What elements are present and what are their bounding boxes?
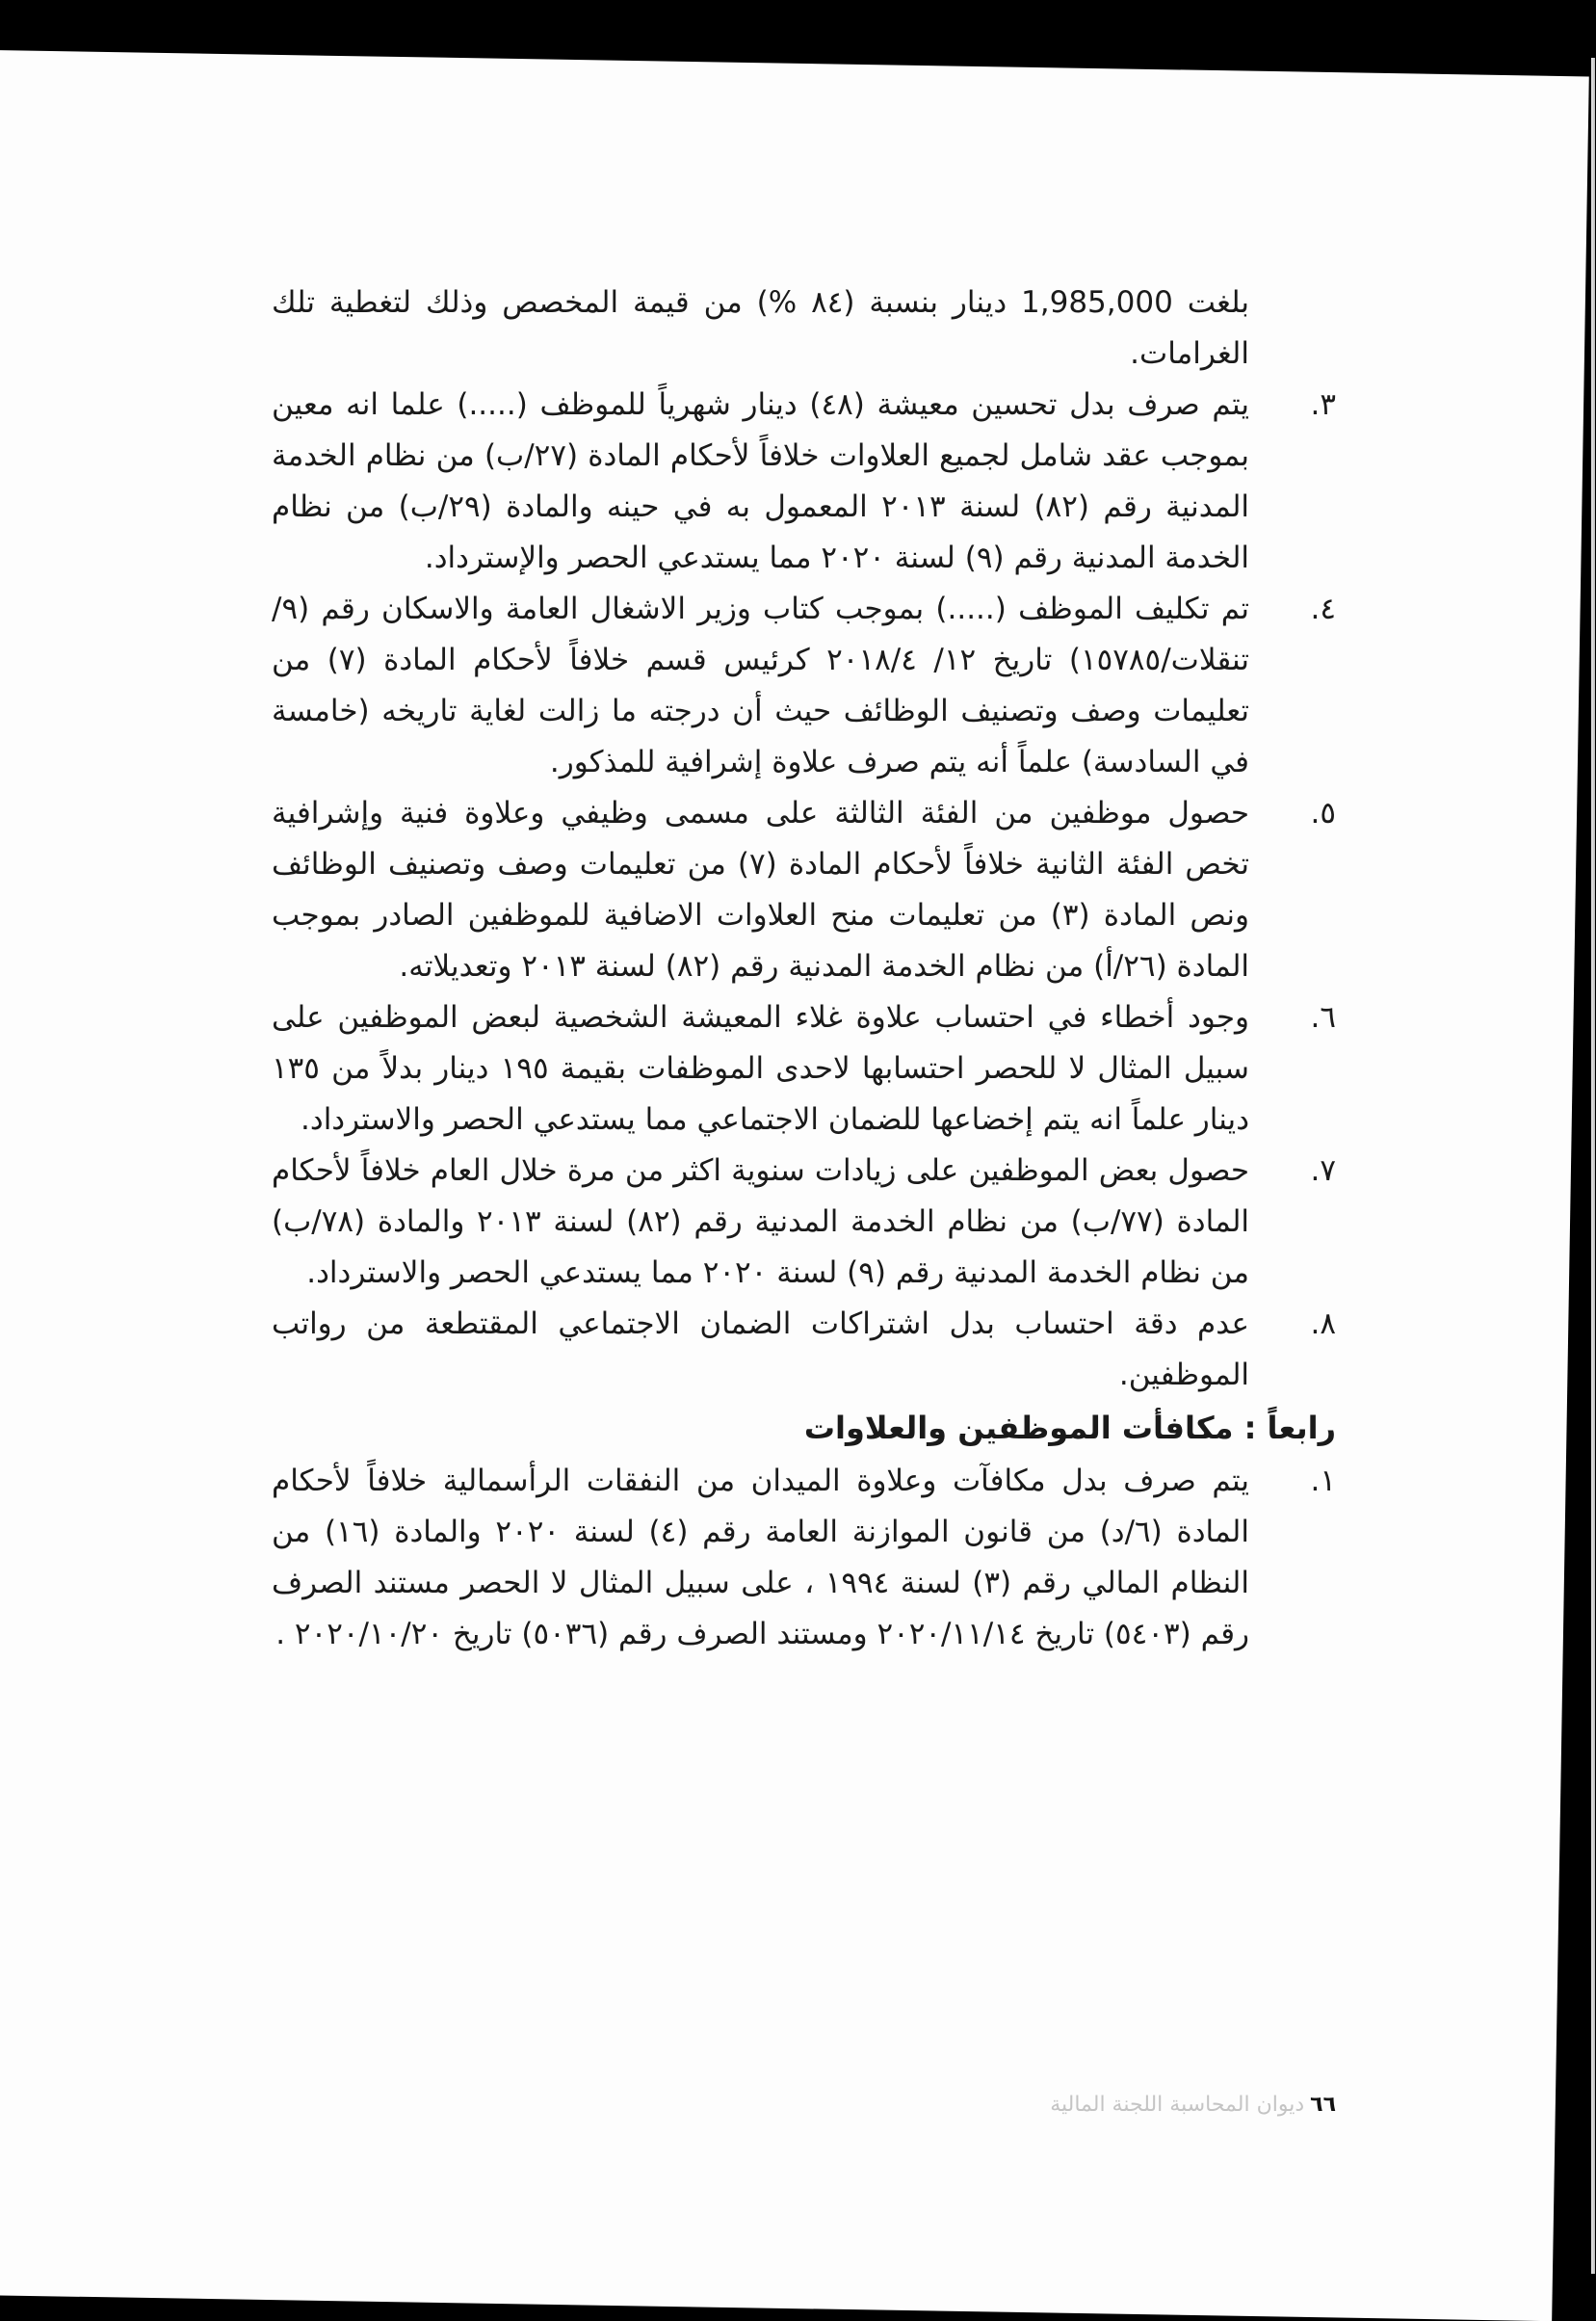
list-item-text: عدم دقة احتساب بدل اشتراكات الضمان الاجتماعي المقتطعة من رواتب الموظفين. [273,1306,1250,1392]
footer-text: ديوان المحاسبة اللجنة المالية [1051,2093,1306,2117]
list-item-text: يتم صرف بدل مكافآت وعلاوة الميدان من النفقات الرأسمالية خلافاً لأحكام المادة (٦/د) من قانون الموازنة العامة رقم (٤) لسنة ٢٠٢٠ والمادة (١٦) من النظام المالي رقم (٣) لسنة ١٩٩٤ ، على سبيل المثال لا الحصر مستند الصرف رقم (٥٤٠٣) تاريخ ٢٠٢٠/١١/١٤ ومستند الصرف رقم (٥٠٣٦) تاريخ ٢٠٢٠/١٠/٢٠ . [273,1464,1250,1651]
list-item-number: ٧. [1311,1153,1337,1188]
list-item-number: ٤. [1311,592,1337,626]
list-item-4 [273,584,1337,788]
list-item-1 [273,1456,1337,1660]
list-item-text: تم تكليف الموظف (.....) بموجب كتاب وزير الاشغال العامة والاسكان رقم (٩/تنقلات/١٥٧٨٥) تاريخ ١٢/ ٢٠١٨/٤ كرئيس قسم خلافاً لأحكام المادة (٧) من تعليمات وصف وتصنيف الوظائف حيث أن درجته ما زالت لغاية تاريخه (خامسة في السادسة) علماً أنه يتم صرف علاوة إشرافية للمذكور. [273,592,1251,779]
list-item-text: يتم صرف بدل تحسين معيشة (٤٨) دينار شهرياً للموظف (.....) علما انه معين بموجب عقد شامل لجميع العلاوات خلافاً لأحكام المادة (٢٧/ب) من نظام الخدمة المدنية رقم (٨٢) لسنة ٢٠١٣ المعمول به في حينه والمادة (٢٩/ب) من نظام الخدمة المدنية رقم (٩) لسنة ٢٠٢٠ مما يستدعي الحصر والإسترداد. [273,387,1250,575]
section-heading: رابعاً : مكافأت الموظفين والعلاوات [804,1410,1337,1446]
page-number: ٦٦ [1311,2093,1337,2117]
document-body [273,277,1337,1660]
list-item-text: حصول بعض الموظفين على زيادات سنوية اكثر من مرة خلال العام خلافاً لأحكام المادة (٧٧/ب) من نظام الخدمة المدنية رقم (٨٢) لسنة ٢٠١٣ والمادة (٧٨/ب) من نظام الخدمة المدنية رقم (٩) لسنة ٢٠٢٠ مما يستدعي الحصر والاسترداد. [273,1153,1250,1290]
continuation-paragraph: بلغت 1,985,000 دينار بنسبة (٨٤ %) من قيمة المخصص وذلك لتغطية تلك الغرامات. [273,285,1250,371]
list-item-3 [273,380,1337,584]
list-item-number: ٦. [1311,1000,1337,1035]
list-item-5 [273,788,1337,992]
list-item-number: ١. [1311,1464,1337,1498]
list-item-text: وجود أخطاء في احتساب علاوة غلاء المعيشة الشخصية لبعض الموظفين على سبيل المثال لا للحصر احتسابها لاحدى الموظفات بقيمة ١٩٥ دينار بدلاً من ١٣٥ دينار علماً انه يتم إخضاعها للضمان الاجتماعي مما يستدعي الحصر والاسترداد. [273,1000,1250,1137]
list-item-8 [273,1299,1337,1401]
list-item-number: ٥. [1311,796,1337,831]
list-item-7 [273,1146,1337,1299]
list-item-number: ٣. [1311,387,1337,422]
list-item-number: ٨. [1311,1306,1337,1341]
page-footer [828,2093,1337,2117]
list-item-6 [273,992,1337,1146]
page-edge-shadow [1592,58,1596,2274]
list-item-text: حصول موظفين من الفئة الثالثة على مسمى وظيفي وعلاوة فنية وإشرافية تخص الفئة الثانية خلافاً لأحكام المادة (٧) من تعليمات وصف وتصنيف الوظائف ونص المادة (٣) من تعليمات منح العلاوات الاضافية للموظفين الصادر بموجب المادة (٢٦/أ) من نظام الخدمة المدنية رقم (٨٢) لسنة ٢٠١٣ وتعديلاته. [273,796,1250,984]
